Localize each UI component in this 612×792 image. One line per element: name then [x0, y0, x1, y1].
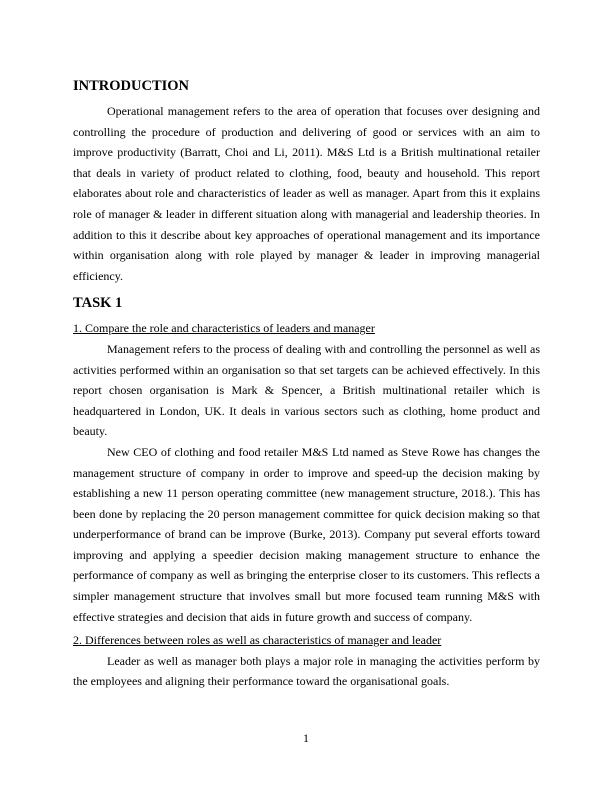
page-number: 1: [303, 731, 309, 745]
section2-title: 2. Differences between roles as well as characteristics of manager and leader: [73, 633, 442, 648]
introduction-paragraph: Operational management refers to the area of operation that focuses over designing and controlling the procedure of production and delivering of good or services with an aim to improve productivity (Barratt, Choi and Li, 2011). M&S Ltd is a British multinational retailer that deals in variety of product related to clothing, food, beauty and household. This report elaborates about role and characteristics of leader as well as manager. Apart from this it explains role of manager & leader in different situation along with managerial and leadership theories. In addition to this it describe about key approaches of operational management and its importance within organisation along with role played by manager & leader in improving managerial efficiency.: [73, 104, 540, 283]
introduction-heading: INTRODUCTION: [73, 78, 190, 94]
task1-heading: TASK 1: [73, 295, 123, 312]
section1-paragraph-1: Management refers to the process of dealing with and controlling the personnel as well as activities performed within an organisation so that set targets can be achieved effectively. In this report chosen organisation is Mark & Spencer, a British multinational retailer which is headquartered in London, UK. It deals in various sectors such as clothing, home product and beauty.: [73, 341, 540, 439]
page-content: [73, 77, 540, 692]
section1-paragraph-2: New CEO of clothing and food retailer M&S Ltd named as Steve Rowe has changes the management structure of company in order to improve and speed-up the decision making by establishing a new 11 person operating committee (new management structure, 2018.). This has been done by replacing the 20 person management committee for quick decision making so that underperformance of brand can be improve (Burke, 2013). Company put several efforts toward improving and applying a speedier decision making management structure to enhance the performance of company as well as bringing the enterprise closer to its customers. This reflects a simpler management structure that involves small but more focused team running M&S with effective strategies and decision that aids in future growth and success of company.: [73, 444, 540, 624]
section2-paragraph-1: Leader as well as manager both plays a major role in managing the activities perform by the employees and aligning their performance toward the organisational goals.: [73, 653, 540, 689]
section1-title: 1. Compare the role and characteristics of leaders and manager: [73, 321, 375, 336]
